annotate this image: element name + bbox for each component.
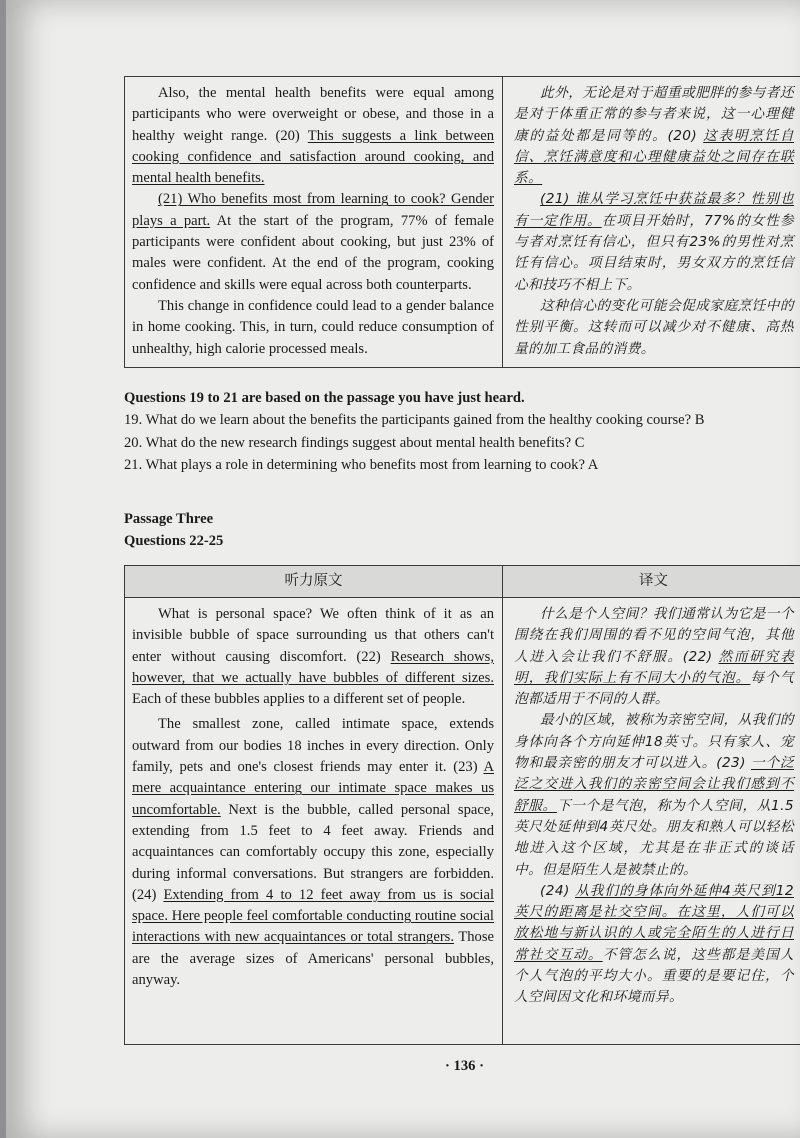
underlined-text: A mere acquaintance entering our intimate space makes us uncomfortable. [132,759,494,818]
transcript-table-1 [124,76,800,368]
text: Also, the mental health benefits were equal among participants who were overweight or obese, and those in a healthy weight range. (20) [132,85,494,144]
zh-paragraph [514,710,794,880]
underlined-text: (21) Who benefits most from learning to cook? Gender plays a part. [132,191,494,229]
underlined-text: 从我们的身体向外延伸4英尺到12英尺的距离是社交空间。在这里，人们可以放松地与新认识的人或完全陌生的人进行日常社交互动。 [514,882,794,963]
zh-paragraph [514,604,794,710]
book-page [6,0,800,1138]
table-body [125,597,800,1044]
text: 此外，无论是对于超重或肥胖的参与者还是对于体重正常的参与者来说，这一心理健康的益处都是同等的。(20) [514,85,794,144]
text: 不管怎么说，这些都是美国人个人气泡的平均大小。重要的是要记住，个人空间因文化和环境而异。 [514,946,794,1006]
questions-heading: Questions 19 to 21 are based on the passage you have just heard. [124,390,525,406]
english-column [125,597,503,1044]
underlined-text: This suggests a link between cooking confidence and satisfaction around cooking, and mental health benefits. [132,127,494,187]
en-paragraph [132,714,494,991]
en-paragraph [132,296,494,360]
text: This change in confidence could lead to a gender balance in home cooking. This, in turn, could reduce consumption of unhealthy, high calorie processed meals. [132,297,494,357]
passage-heading [124,508,800,552]
en-paragraph [132,604,494,710]
zh-paragraph [514,296,794,360]
zh-paragraph [514,83,794,189]
header-transcript: 听力原文 [125,566,503,597]
chinese-column [503,77,800,367]
question-item: 21. What plays a role in determining who benefits most from learning to cook? A [124,457,599,473]
text: 什么是个人空间？我们通常认为它是一个围绕在我们周围的看不见的空间气泡，其他人进入会让我们不舒服。(22) [514,606,794,665]
text: What is personal space? We often think of it as an invisible bubble of space surrounding us that others can't enter without causing discomfort. (22) [132,606,494,665]
text: At the start of the program, 77% of female participants were confident about cooking, but just 23% of males were confident. At the end of the program, cooking confidence and skills were equal across both counterparts. [132,212,494,293]
text: Next is the bubble, called personal space, extending from 1.5 feet to 4 feet away. Friends and acquaintances can comfortably occupy this zone, especially during informal conversations. But strangers are forbidden. (24) [132,801,494,903]
zh-paragraph [514,881,794,1009]
text: Each of these bubbles applies to a different set of people. [132,691,466,708]
transcript-table-2 [124,565,800,1045]
passage-title: Passage Three [124,511,214,527]
text: Those are the average sizes of Americans' personal bubbles, anyway. [132,929,494,989]
page-number: · 136 · [445,1058,484,1074]
question-item: 20. What do the new research findings suggest about mental health benefits? C [124,434,585,451]
text: 在项目开始时，77%的女性参与者对烹饪有信心，但只有23%的男性对烹饪有信心。项目结束时，男女双方的烹饪信心和技巧不相上下。 [514,212,795,293]
text: (24) [540,882,576,899]
english-column [125,77,503,367]
table-header [125,566,800,598]
text: The smallest zone, called intimate space, extends outward from our bodies 18 inches in every direction. Only family, pets and one's closest friends may enter it. (23) [132,716,494,776]
text: 最小的区域，被称为亲密空间，从我们的身体向各个方向延伸18英寸。只有家人、宠物和最亲密的朋友才可以进入。(23) [514,712,794,772]
zh-paragraph [514,189,794,295]
underlined-text: Research shows, however, that we actually have bubbles of different sizes. [132,648,494,686]
passage-subtitle: Questions 22-25 [124,533,224,549]
underlined-text: 一个泛泛之交进入我们的亲密空间会让我们感到不舒服。 [514,755,794,814]
underlined-text: (21) 谁从学习烹饪中获益最多？性别也有一定作用。 [514,191,794,229]
underlined-text: Extending from 4 to 12 feet away from us is social space. Here people feel comfortable conducting routine social interactions with new acquaintances or total strangers. [132,886,494,946]
underlined-text: 这表明烹饪自信、烹饪满意度和心理健康益处之间存在联系。 [514,127,794,187]
text: 下一个是气泡，称为个人空间，从1.5英尺处延伸到4英尺处。朋友和熟人可以轻松地进入这个区域，尤其是在非正式的谈话中。但是陌生人是被禁止的。 [514,797,794,878]
en-paragraph [132,189,494,295]
chinese-column [503,597,800,1044]
text: 这种信心的变化可能会促成家庭烹饪中的性别平衡。这转而可以减少对不健康、高热量的加工食品的消费。 [514,297,794,357]
question-item: 19. What do we learn about the benefits the participants gained from the healthy cooking course? B [124,412,705,428]
en-paragraph [132,83,494,189]
text: 每个气泡都适用于不同的人群。 [514,669,795,708]
underlined-text: 然而研究表明，我们实际上有不同大小的气泡。 [514,648,794,686]
header-translation: 译文 [639,573,668,589]
questions-section [124,388,800,477]
